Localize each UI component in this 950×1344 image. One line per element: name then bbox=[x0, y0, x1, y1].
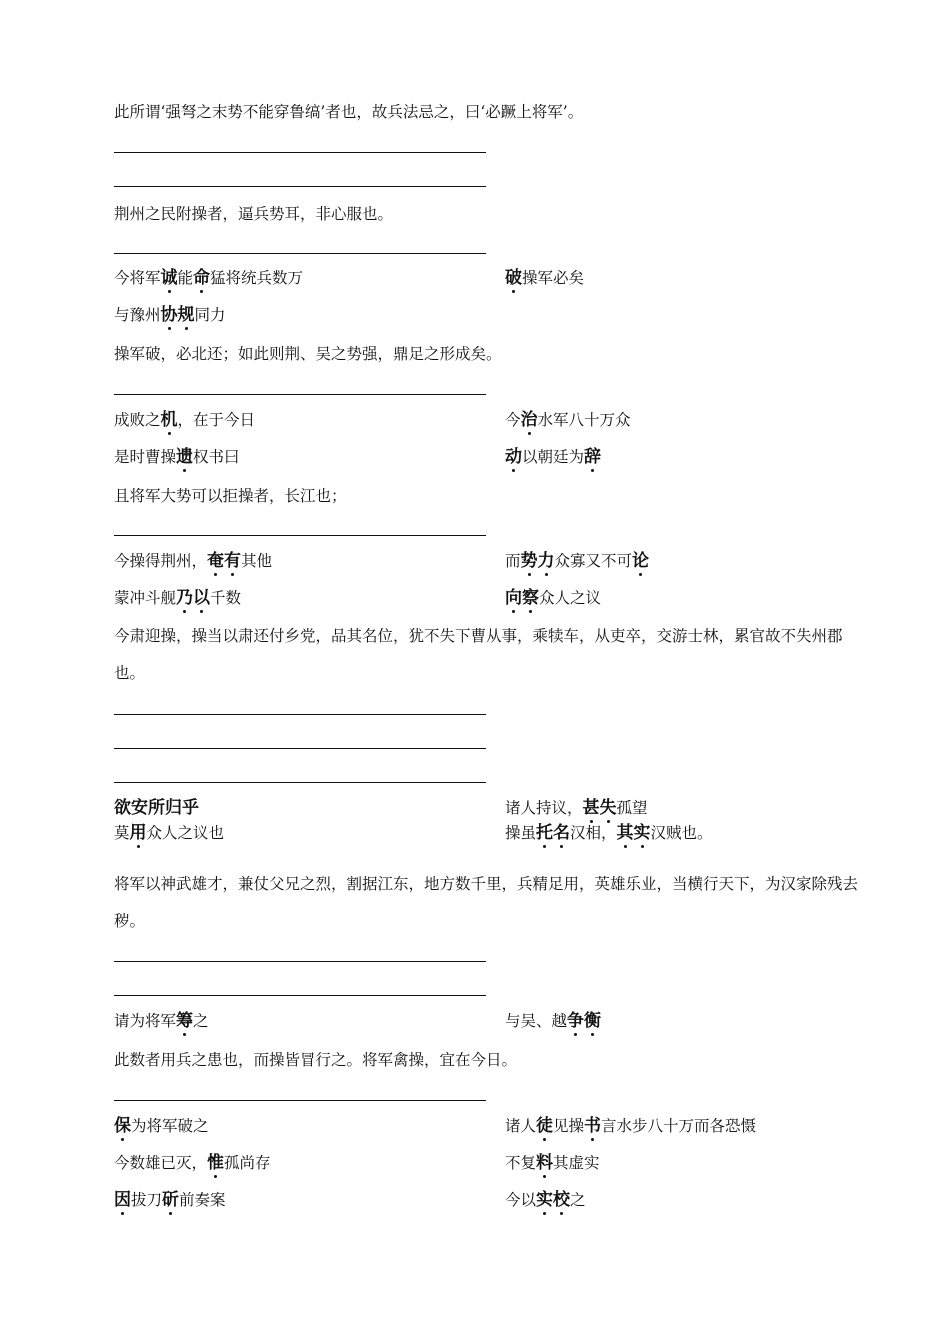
dotted-keyword: 争 bbox=[567, 1011, 585, 1031]
dotted-keyword: 有 bbox=[224, 551, 242, 571]
text-run: 操虽 bbox=[505, 824, 537, 842]
text-run: 蒙冲斗舰 bbox=[114, 589, 177, 607]
dotted-keyword: 实 bbox=[633, 823, 651, 843]
dotted-keyword: 诚 bbox=[160, 268, 178, 288]
phrase-6a bbox=[114, 410, 255, 430]
dotted-keyword: 向 bbox=[505, 588, 522, 608]
text-run: 今数雄已灭， bbox=[114, 1154, 208, 1172]
answer-line bbox=[114, 748, 486, 749]
sentence-1 bbox=[114, 102, 583, 122]
dotted-keyword: 用 bbox=[129, 823, 147, 843]
text-run: 见操 bbox=[553, 1117, 585, 1135]
phrase-7a bbox=[114, 447, 240, 467]
dotted-keyword: 力 bbox=[537, 551, 555, 571]
dotted-keyword: 因 bbox=[114, 1190, 131, 1210]
dotted-keyword: 动 bbox=[505, 447, 522, 467]
phrase-3b bbox=[505, 268, 584, 288]
paragraph-11 bbox=[114, 618, 862, 692]
text-run: 荆州之民附操者，逼兵势耳，非心服也。 bbox=[114, 205, 394, 223]
phrase-15a bbox=[114, 1011, 209, 1031]
text-run: 操军破，必北还；如此则荆、吴之势强，鼎足之形成矣。 bbox=[114, 345, 502, 363]
text-run: 拔刀 bbox=[131, 1191, 163, 1209]
sentence-5 bbox=[114, 344, 502, 364]
dotted-keyword: 治 bbox=[520, 410, 538, 430]
phrase-3a bbox=[114, 268, 303, 288]
sentence-16 bbox=[114, 1050, 517, 1070]
text-run: 莫 bbox=[114, 824, 130, 842]
dotted-keyword: 察 bbox=[522, 588, 539, 608]
text-run: 孤望 bbox=[616, 799, 648, 817]
text-run: 今以 bbox=[505, 1191, 537, 1209]
text-run: 今肃迎操，操当以肃还付乡党，品其名位，犹不失下曹从事，乘犊车，从吏卒，交游士林，累官故不失州郡也。 bbox=[114, 627, 843, 682]
dotted-keyword: 命 bbox=[193, 268, 211, 288]
dotted-keyword: 遗 bbox=[176, 447, 194, 467]
text-run: 其他 bbox=[241, 552, 273, 570]
text-run: 与吴、越 bbox=[505, 1012, 568, 1030]
text-run: 水军八十万众 bbox=[537, 411, 631, 429]
text-run: 能 bbox=[177, 269, 194, 287]
text-run: 此所谓‘强弩之末势不能穿鲁缟’者也，故兵法忌之，曰‘必蹶上将军’。 bbox=[114, 103, 584, 121]
text-run: 以朝廷为 bbox=[522, 448, 585, 466]
text-run: 诸人持议， bbox=[505, 799, 583, 817]
dotted-keyword: 规 bbox=[177, 305, 195, 325]
text-run: 是时曹操 bbox=[114, 448, 177, 466]
text-run: 之 bbox=[570, 1191, 586, 1209]
text-run: 同力 bbox=[194, 306, 226, 324]
text-run: ，在于今日 bbox=[177, 411, 256, 429]
text-run: 今 bbox=[505, 411, 521, 429]
text-run: 汉贼也。 bbox=[650, 824, 713, 842]
dotted-keyword: 斫 bbox=[162, 1190, 180, 1210]
text-run: 与豫州 bbox=[114, 306, 161, 324]
phrase-9b bbox=[505, 551, 649, 571]
text-run: 汉相， bbox=[570, 824, 617, 842]
phrase-19b bbox=[505, 1190, 586, 1210]
dotted-keyword: 协 bbox=[160, 305, 178, 325]
dotted-keyword: 论 bbox=[632, 551, 650, 571]
text-run: 言水步八十万而各恐慑 bbox=[601, 1117, 757, 1135]
phrase-17b bbox=[505, 1116, 756, 1136]
text-run: 操军必矣 bbox=[522, 269, 585, 287]
sentence-8 bbox=[114, 486, 347, 506]
answer-line bbox=[114, 186, 486, 187]
text-run: 众人之议也 bbox=[146, 824, 225, 842]
dotted-keyword: 保 bbox=[114, 1116, 131, 1136]
phrase-10b bbox=[505, 588, 601, 608]
phrase-9a bbox=[114, 551, 272, 571]
text-run: 众寡又不可 bbox=[554, 552, 633, 570]
dotted-keyword: 乃 bbox=[176, 588, 194, 608]
text-run: 不复 bbox=[505, 1154, 537, 1172]
dotted-keyword: 衡 bbox=[584, 1011, 602, 1031]
phrase-7b bbox=[505, 447, 601, 467]
dotted-keyword: 托 bbox=[536, 823, 554, 843]
answer-line bbox=[114, 253, 486, 254]
phrase-12a bbox=[114, 798, 199, 818]
dotted-keyword: 校 bbox=[553, 1190, 571, 1210]
answer-line bbox=[114, 394, 486, 395]
text-run: 其虚实 bbox=[553, 1154, 600, 1172]
dotted-keyword: 势 bbox=[520, 551, 538, 571]
dotted-keyword: 名 bbox=[553, 823, 571, 843]
answer-line bbox=[114, 714, 486, 715]
phrase-4 bbox=[114, 305, 226, 325]
text-run: 前奏案 bbox=[179, 1191, 226, 1209]
dotted-keyword: 奄 bbox=[207, 551, 225, 571]
sentence-2 bbox=[114, 204, 393, 224]
dotted-keyword: 甚 bbox=[582, 798, 600, 818]
bold-keyword: 欲安所归乎 bbox=[114, 798, 199, 818]
text-run: 成败之 bbox=[114, 411, 161, 429]
text-run: 孤尚存 bbox=[224, 1154, 271, 1172]
dotted-keyword: 料 bbox=[536, 1153, 554, 1173]
text-run: 今将军 bbox=[114, 269, 161, 287]
dotted-keyword: 徒 bbox=[536, 1116, 554, 1136]
dotted-keyword: 以 bbox=[193, 588, 211, 608]
text-run: 且将军大势可以拒操者，长江也； bbox=[114, 487, 347, 505]
paragraph-14 bbox=[114, 866, 866, 940]
answer-line bbox=[114, 995, 486, 996]
answer-line bbox=[114, 961, 486, 962]
dotted-keyword: 失 bbox=[599, 798, 617, 818]
text-run: 权书曰 bbox=[193, 448, 240, 466]
dotted-keyword: 破 bbox=[505, 268, 522, 288]
text-run: 千数 bbox=[210, 589, 242, 607]
phrase-10a bbox=[114, 588, 241, 608]
phrase-19a bbox=[114, 1190, 226, 1210]
dotted-keyword: 书 bbox=[584, 1116, 602, 1136]
text-run: 今操得荆州， bbox=[114, 552, 208, 570]
text-run: 请为将军 bbox=[114, 1012, 177, 1030]
phrase-18b bbox=[505, 1153, 600, 1173]
dotted-keyword: 筹 bbox=[176, 1011, 194, 1031]
phrase-13a bbox=[114, 823, 224, 843]
answer-line bbox=[114, 1100, 486, 1101]
dotted-keyword: 机 bbox=[160, 410, 178, 430]
text-run: 诸人 bbox=[505, 1117, 537, 1135]
phrase-6b bbox=[505, 410, 631, 430]
answer-line bbox=[114, 782, 486, 783]
text-run: 将军以神武雄才，兼仗父兄之烈，割据江东，地方数千里，兵精足用，英雄乐业，当横行天下，为汉家除残去秽。 bbox=[114, 875, 859, 930]
phrase-18a bbox=[114, 1153, 271, 1173]
phrase-12b bbox=[505, 798, 648, 818]
phrase-15b bbox=[505, 1011, 601, 1031]
answer-line bbox=[114, 535, 486, 536]
text-run: 众人之议 bbox=[539, 589, 602, 607]
dotted-keyword: 惟 bbox=[207, 1153, 225, 1173]
text-run: 而 bbox=[505, 552, 521, 570]
answer-line bbox=[114, 152, 486, 153]
dotted-keyword: 辞 bbox=[584, 447, 602, 467]
text-run: 之 bbox=[193, 1012, 209, 1030]
dotted-keyword: 实 bbox=[536, 1190, 554, 1210]
phrase-13b bbox=[505, 823, 713, 843]
dotted-keyword: 其 bbox=[616, 823, 634, 843]
text-run: 猛将统兵数万 bbox=[210, 269, 304, 287]
phrase-17a bbox=[114, 1116, 209, 1136]
text-run: 此数者用兵之患也，而操皆冒行之。将军禽操，宜在今日。 bbox=[114, 1051, 518, 1069]
text-run: 为将军破之 bbox=[131, 1117, 209, 1135]
